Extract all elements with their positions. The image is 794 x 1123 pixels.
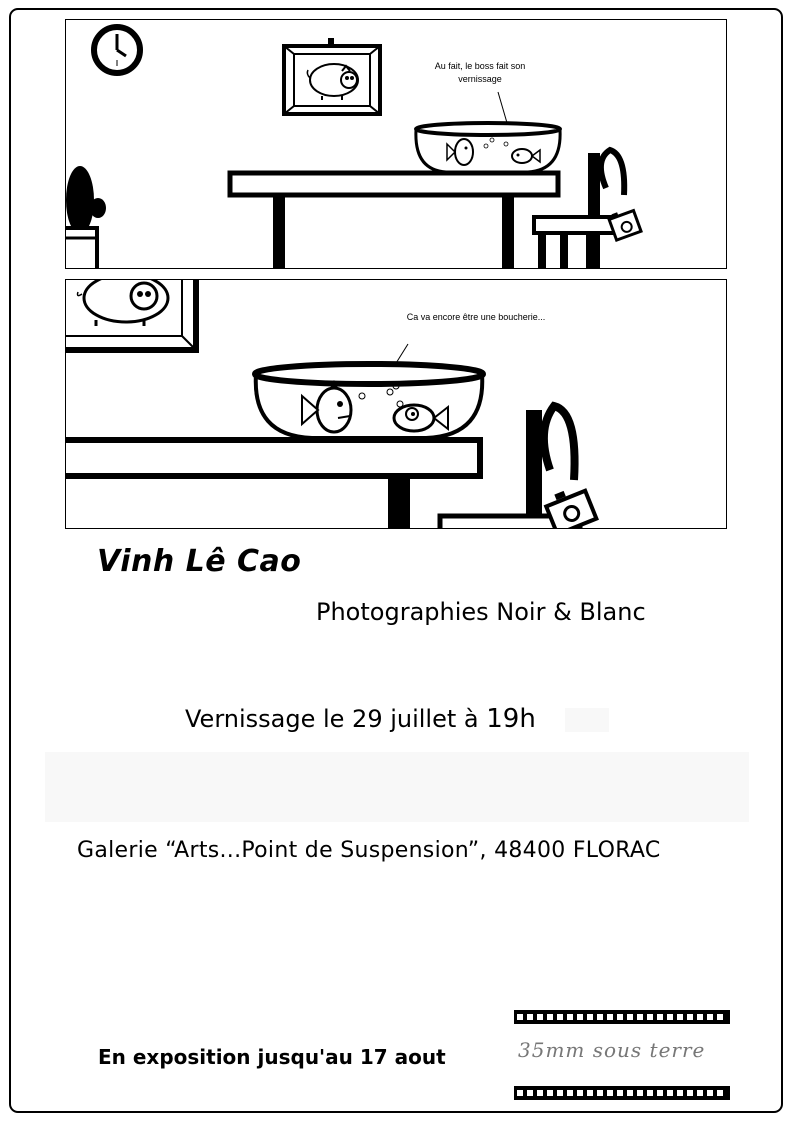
pig-picture-icon	[284, 38, 380, 114]
comic-panel-2	[65, 279, 727, 529]
redacted-area-small	[565, 708, 609, 732]
exhibition-subtitle: Photographies Noir & Blanc	[316, 598, 646, 626]
fishbowl-icon	[416, 123, 560, 172]
brand-tagline: 35mm sous terre	[518, 1038, 706, 1062]
redacted-area-large	[45, 752, 749, 822]
panel-2-speech: Ca va encore être une boucherie...	[406, 312, 546, 322]
film-strip-top	[514, 1010, 730, 1024]
cactus-icon	[66, 166, 106, 269]
artist-name: Vinh Lê Cao	[97, 544, 302, 579]
clock-icon	[94, 27, 140, 73]
opening-line	[185, 704, 536, 734]
panel-1-speech: Au fait, le boss fait son vernissage	[434, 61, 526, 84]
table-icon	[230, 173, 558, 269]
fishbowl-icon	[255, 364, 483, 438]
film-strip-bottom	[514, 1086, 730, 1100]
opening-time: 19h	[486, 704, 536, 734]
table-icon	[66, 440, 480, 529]
venue-address: Galerie “Arts...Point de Suspension”, 48400 FLORAC	[77, 838, 661, 863]
exhibition-until: En exposition jusqu'au 17 aout	[98, 1045, 446, 1069]
opening-prefix: Vernissage le 29 juillet à	[185, 705, 487, 733]
chair-icon	[534, 150, 641, 269]
panel-1-drawing	[66, 20, 727, 269]
comic-panel-1	[65, 19, 727, 269]
pig-picture-icon	[66, 280, 196, 350]
